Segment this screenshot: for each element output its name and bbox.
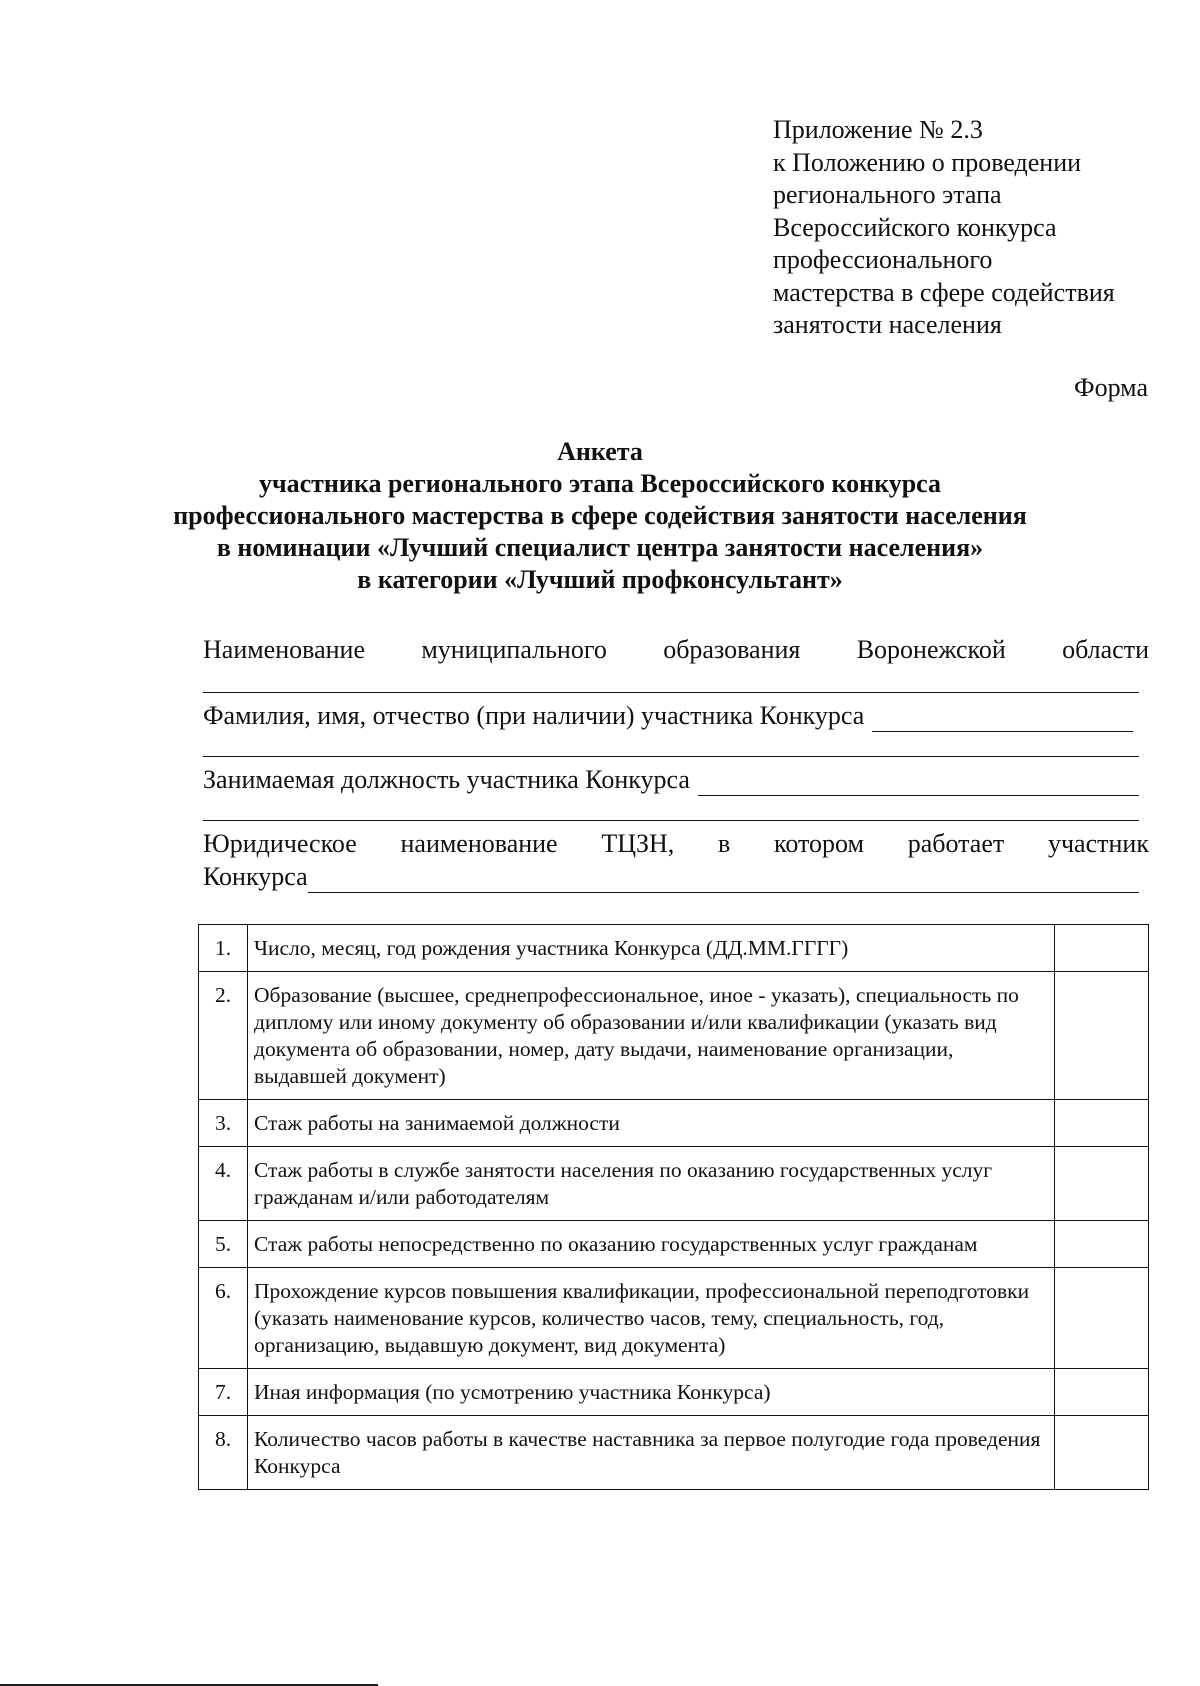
label-word: Воронежской [856,635,1006,664]
row-number: 7. [199,1369,248,1416]
table-row [199,1416,1149,1490]
row-number: 6. [199,1268,248,1369]
legal-name-field [203,861,1139,893]
appendix-line: к Положению о проведении [773,147,1082,177]
full-name-label: Фамилия, имя, отчество (при наличии) участника Конкурса [203,701,865,730]
title-line: в номинации «Лучший специалист центра занятости населения» [216,533,984,562]
legal-name-input-line[interactable] [308,867,1139,893]
full-name-field [203,700,1133,732]
form-label: Форма [1074,373,1148,402]
table-row [199,1221,1149,1268]
row-description: Стаж работы в службе занятости населения по оказанию государственных услуг гражданам и/или работодателям [248,1147,1055,1221]
legal-name-field-label [203,828,1149,860]
row-answer-cell[interactable] [1055,925,1149,972]
row-answer-cell[interactable] [1055,1147,1149,1221]
table-row [199,1369,1149,1416]
title-line: Анкета [557,437,643,466]
questionnaire-table [198,924,1149,1490]
table-row [199,972,1149,1100]
appendix-line: мастерства в сфере содействия [773,277,1115,307]
label-word: котором [774,829,864,858]
table-row [199,1147,1149,1221]
title-line: участника регионального этапа Всероссийского конкурса [258,469,942,498]
label-word: области [1062,635,1149,664]
table-row [199,925,1149,972]
row-number: 2. [199,972,248,1100]
document-title [0,436,1200,596]
row-answer-cell[interactable] [1055,1369,1149,1416]
row-number: 5. [199,1221,248,1268]
title-line: в категории «Лучший профконсультант» [357,565,843,594]
row-answer-cell[interactable] [1055,1221,1149,1268]
position-input-line[interactable] [698,770,1139,796]
label-word: ТЦЗН, [601,829,675,858]
row-description: Стаж работы непосредственно по оказанию государственных услуг гражданам [248,1221,1055,1268]
appendix-line: Всероссийского конкурса [773,212,1057,242]
position-field [203,764,1139,796]
appendix-line: Приложение № 2.3 [773,115,983,144]
row-description: Число, месяц, год рождения участника Конкурса (ДД.ММ.ГГГГ) [248,925,1055,972]
label-word: муниципального [421,635,607,664]
appendix-line: регионального этапа [773,180,1002,209]
label-word: наименование [400,829,558,858]
municipality-input-line[interactable] [203,692,1139,693]
title-line: профессионального мастерства в сфере содействия занятости населения [173,501,1027,530]
row-answer-cell[interactable] [1055,1268,1149,1369]
table-row [199,1100,1149,1147]
row-number: 3. [199,1100,248,1147]
appendix-line: профессионального [773,245,993,274]
row-description: Иная информация (по усмотрению участника Конкурса) [248,1369,1055,1416]
row-description: Образование (высшее, среднепрофессиональное, иное - указать), специальность по диплому или иному документу об образовании и/или квалификации (указать вид документа об образовании, номер, дату выдачи, наименование организации, выдавшей документ) [248,972,1055,1100]
row-description: Количество часов работы в качестве наставника за первое полугодие года проведения Конкурса [248,1416,1055,1490]
row-description: Стаж работы на занимаемой должности [248,1100,1055,1147]
position-input-line-2[interactable] [203,820,1139,821]
appendix-header [773,114,1173,342]
label-word: образования [663,635,801,664]
table-row [199,1268,1149,1369]
label-word: Юридическое [203,829,357,858]
full-name-input-line-2[interactable] [203,756,1139,757]
label-word: в [718,829,731,858]
municipality-field-label [203,634,1149,666]
row-number: 1. [199,925,248,972]
row-number: 4. [199,1147,248,1221]
row-answer-cell[interactable] [1055,1100,1149,1147]
appendix-line: занятости населения [773,310,1002,339]
position-label: Занимаемая должность участника Конкурса [203,765,690,794]
row-answer-cell[interactable] [1055,972,1149,1100]
row-description: Прохождение курсов повышения квалификации, профессиональной переподготовки (указать наименование курсов, количество часов, тему, специальность, год, организацию, выдавшую документ, вид документа) [248,1268,1055,1369]
label-word: работает [907,829,1005,858]
label-word: участник [1047,829,1149,858]
label-word: Наименование [203,635,365,664]
legal-name-label-cont: Конкурса [203,862,308,891]
row-number: 8. [199,1416,248,1490]
full-name-input-line[interactable] [872,706,1133,732]
row-answer-cell[interactable] [1055,1416,1149,1490]
